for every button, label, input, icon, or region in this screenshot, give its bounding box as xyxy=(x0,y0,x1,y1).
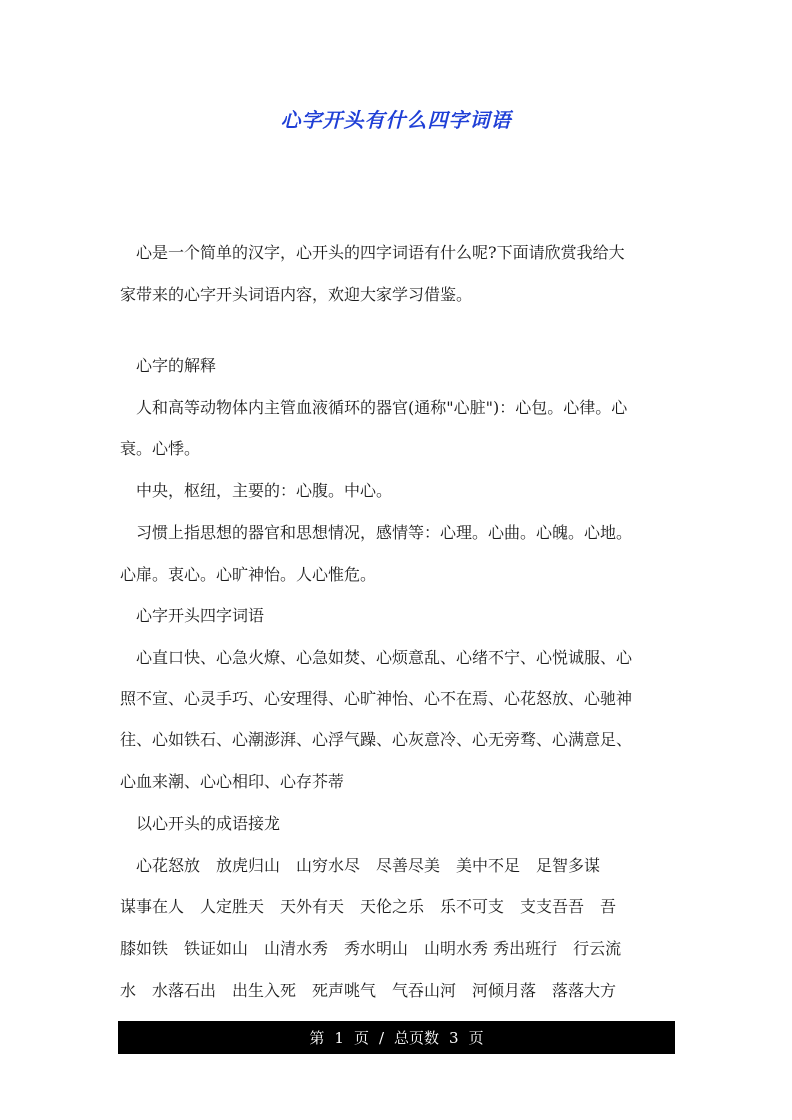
body-line: 照不宣、心灵手巧、心安理得、心旷神怡、心不在焉、心花怒放、心驰神 xyxy=(120,689,633,708)
body-line: 谋事在人 人定胜天 天外有天 天伦之乐 乐不可支 支支吾吾 吾 xyxy=(120,897,617,916)
footer-page-number: 1 xyxy=(334,1028,344,1047)
body-line: 习惯上指思想的器官和思想情况，感情等：心理。心曲。心魄。心地。 xyxy=(120,523,633,542)
footer-page-unit: 页 xyxy=(353,1029,369,1047)
body-line: 往、心如铁石、心潮澎湃、心浮气躁、心灰意冷、心无旁骛、心满意足、 xyxy=(120,730,633,749)
section-heading: 心字的解释 xyxy=(120,356,217,375)
page-footer xyxy=(118,1021,675,1054)
body-line: 家带来的心字开头词语内容，欢迎大家学习借鉴。 xyxy=(120,285,473,304)
body-line: 心花怒放 放虎归山 山穷水尽 尽善尽美 美中不足 足智多谋 xyxy=(120,856,601,875)
body-line: 中央，枢纽，主要的：心腹。中心。 xyxy=(120,481,393,500)
section-heading: 以心开头的成语接龙 xyxy=(120,814,281,833)
footer-separator: / xyxy=(378,1028,385,1047)
body-line: 心扉。衷心。心旷神怡。人心惟危。 xyxy=(120,565,377,584)
footer-total-unit: 页 xyxy=(468,1029,484,1047)
document-title: 心字开头有什么四字词语 xyxy=(280,108,512,132)
section-heading: 心字开头四字词语 xyxy=(120,606,265,625)
body-line: 衰。心悸。 xyxy=(120,439,201,458)
footer-prefix: 第 xyxy=(309,1029,325,1047)
footer-total-label: 总页数 xyxy=(394,1029,440,1047)
body-line: 水 水落石出 出生入死 死声咷气 气吞山河 河倾月落 落落大方 xyxy=(120,981,617,1000)
body-line: 心是一个简单的汉字，心开头的四字词语有什么呢?下面请欣赏我给大 xyxy=(120,243,625,262)
body-line: 心直口快、心急火燎、心急如焚、心烦意乱、心绪不宁、心悦诚服、心 xyxy=(120,648,633,667)
body-line: 心血来潮、心心相印、心存芥蒂 xyxy=(120,772,345,791)
body-line: 膝如铁 铁证如山 山清水秀 秀水明山 山明水秀 秀出班行 行云流 xyxy=(120,939,622,958)
footer-total-pages: 3 xyxy=(449,1028,459,1047)
body-line: 人和高等动物体内主管血液循环的器官(通称"心脏")：心包。心律。心 xyxy=(120,398,628,417)
